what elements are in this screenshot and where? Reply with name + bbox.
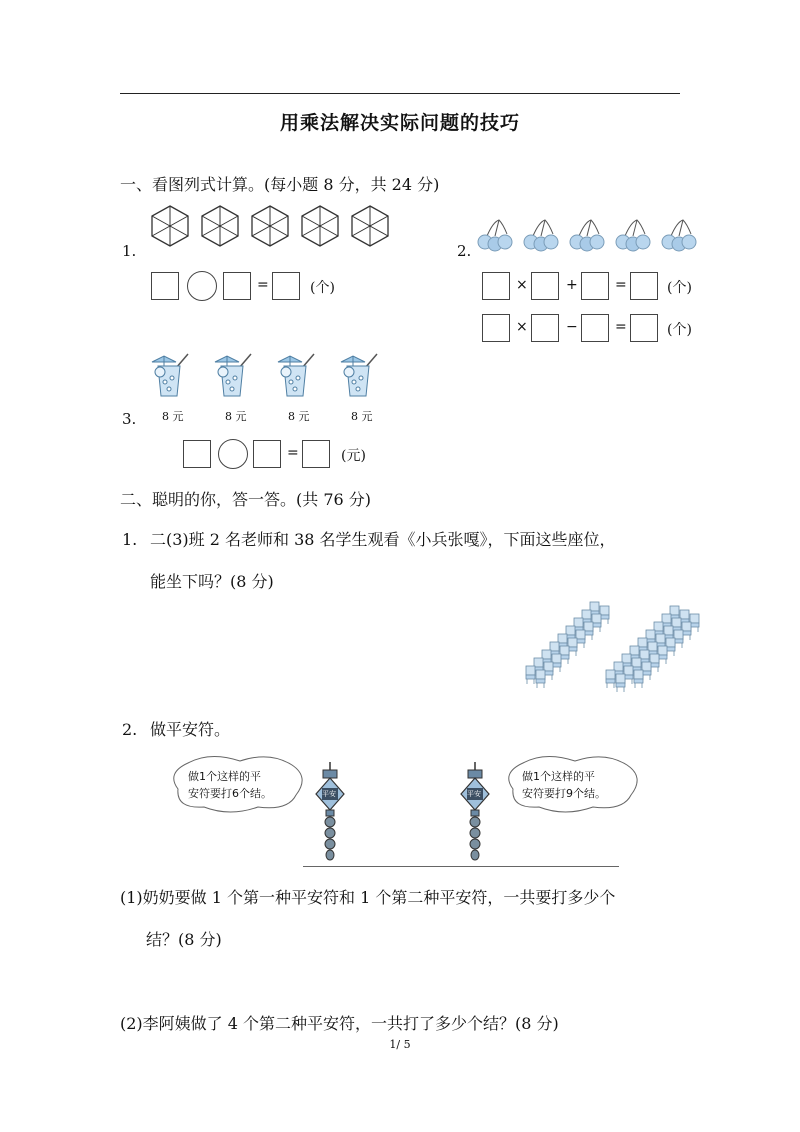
answer-box[interactable] (482, 314, 510, 342)
answer-box[interactable] (581, 272, 609, 300)
page-title: 用乘法解决实际问题的技巧 (279, 112, 520, 134)
section-2-heading: 二、聪明的你，答一答。(共 76 分) (120, 490, 372, 509)
charm-left-icon (310, 762, 350, 872)
times-sign: × (516, 277, 528, 293)
bubble-right-line1: 做1个这样的平 (522, 770, 595, 783)
q2-number: 2. (457, 242, 472, 260)
times-sign: × (516, 319, 528, 335)
s2-q1-number: 1. (122, 530, 138, 549)
top-rule (120, 93, 680, 94)
unit-label: (元) (341, 448, 366, 464)
unit-label: (个) (667, 322, 692, 338)
answer-box[interactable] (482, 272, 510, 300)
s2-q2-sub1-line2: 结？(8 分) (146, 930, 222, 949)
section-1-heading: 一、看图列式计算。(每小题 8 分，共 24 分) (120, 175, 440, 194)
chairs-rows-icon (520, 600, 700, 690)
answer-box[interactable] (223, 272, 251, 300)
price-label: 8 元 (351, 410, 373, 423)
answer-box[interactable] (630, 272, 658, 300)
s2-q2-text: 做平安符。 (150, 720, 231, 739)
cherry-row (475, 218, 715, 254)
answer-box[interactable] (630, 314, 658, 342)
answer-box[interactable] (151, 272, 179, 300)
q1-number: 1. (122, 242, 137, 260)
s2-q2-sub1-line1: (1)奶奶要做 1 个第一种平安符和 1 个第二种平安符，一共要打多少个 (120, 888, 616, 907)
bubble-right-line2: 安符要打9个结。 (522, 787, 606, 800)
answer-box[interactable] (581, 314, 609, 342)
hexagon-row (150, 206, 400, 246)
answer-box[interactable] (302, 440, 330, 468)
s2-q2-sub2: (2)李阿姨做了 4 个第二种平安符，一共打了多少个结？(8 分) (120, 1014, 559, 1033)
answer-box[interactable] (272, 272, 300, 300)
answer-box[interactable] (253, 440, 281, 468)
unit-label: (个) (667, 280, 692, 296)
cold-drink-icon (145, 352, 395, 402)
charm-right-label: 平安 (467, 790, 481, 798)
operator-circle[interactable] (187, 271, 217, 301)
bubble-left-line2: 安符要打6个结。 (188, 787, 272, 800)
equals-sign: = (615, 319, 627, 335)
price-label: 8 元 (225, 410, 247, 423)
q3-number: 3. (122, 410, 137, 428)
bubble-left-line1: 做1个这样的平 (188, 770, 261, 783)
unit-label: (个) (310, 280, 335, 296)
answer-box[interactable] (531, 314, 559, 342)
price-label: 8 元 (288, 410, 310, 423)
plus-sign: + (566, 277, 578, 293)
operator-circle[interactable] (218, 439, 248, 469)
equals-sign: = (615, 277, 627, 293)
speech-bubble-left (170, 755, 310, 815)
s2-q2-number: 2. (122, 720, 138, 739)
cherry-cluster-icon (475, 218, 715, 254)
answer-box[interactable] (183, 440, 211, 468)
drinks-row (145, 352, 395, 402)
charm-right-icon (455, 762, 495, 872)
answer-box[interactable] (531, 272, 559, 300)
price-label: 8 元 (162, 410, 184, 423)
s2-q1-line1: 二(3)班 2 名老师和 38 名学生观看《小兵张嘎》，下面这些座位， (150, 530, 616, 549)
equals-sign: = (287, 445, 299, 461)
s2-q1-line2: 能坐下吗？(8 分) (150, 572, 274, 591)
chairs-illustration (520, 600, 700, 690)
charm-left-label: 平安 (322, 790, 336, 798)
ground-line (303, 866, 619, 867)
equals-sign: = (257, 277, 269, 293)
hexagon-icon (150, 206, 400, 246)
minus-sign: − (566, 319, 578, 335)
page-number: 1/ 5 (389, 1038, 411, 1051)
speech-bubble-right (505, 755, 645, 815)
